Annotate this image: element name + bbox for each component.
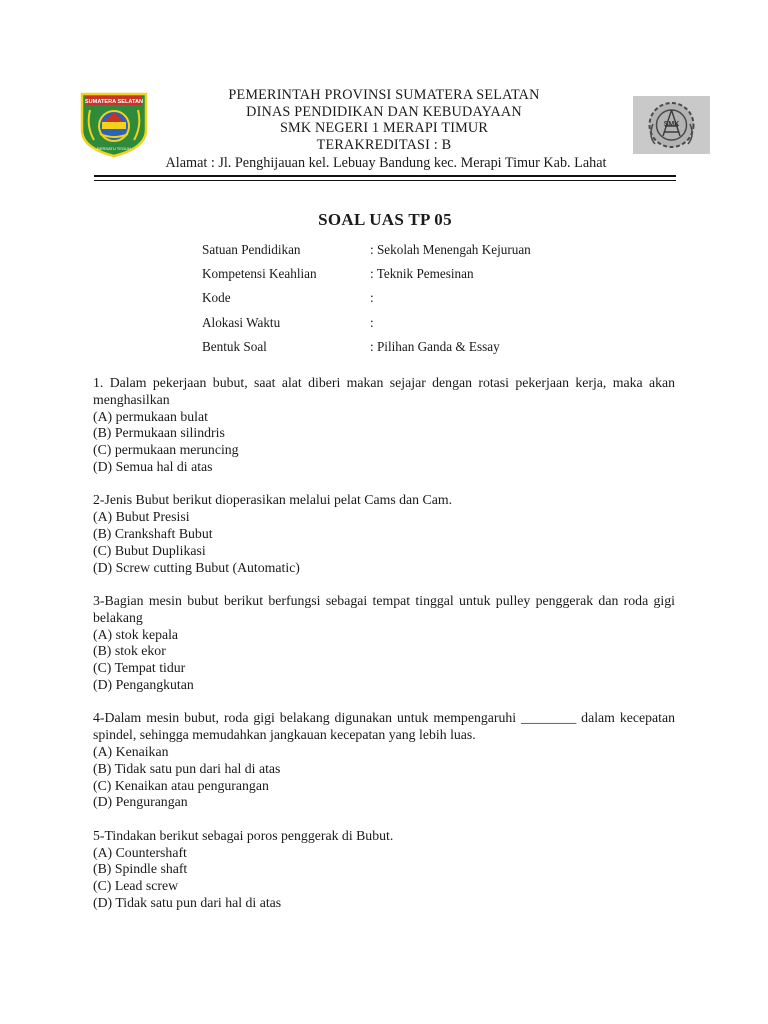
exam-info-row	[202, 262, 622, 286]
exam-info-value: : Pilihan Ganda & Essay	[370, 338, 500, 354]
answer-option: (D) Screw cutting Bubut (Automatic)	[93, 559, 300, 575]
answer-option: (C) Bubut Duplikasi	[93, 542, 206, 558]
smk-logo-text: SMK	[663, 121, 680, 128]
question-text: 1. Dalam pekerjaan bubut, saat alat diberi makan sejajar dengan rotasi pekerjaan kerja, maka akan menghasilkan	[93, 375, 675, 407]
question-1	[93, 375, 675, 476]
header-line-province: PEMERINTAH PROVINSI SUMATERA SELATAN	[228, 87, 540, 103]
answer-option: (D) Tidak satu pun dari hal di atas	[93, 894, 282, 910]
exam-info-value: : Sekolah Menengah Kejuruan	[370, 242, 531, 258]
smk-logo-icon	[633, 96, 710, 154]
answer-option: (A) permukaan bulat	[93, 408, 208, 424]
answer-option: (B) Tidak satu pun dari hal di atas	[93, 760, 281, 776]
exam-info-row	[202, 238, 622, 262]
sumatera-selatan-emblem-icon	[78, 90, 150, 158]
answer-option: (D) Pengangkutan	[93, 676, 194, 692]
exam-info-row	[202, 335, 622, 359]
answer-option: (D) Pengurangan	[93, 794, 188, 810]
answer-option: (C) Lead screw	[93, 878, 179, 894]
answer-option: (B) stok ekor	[93, 643, 166, 659]
school-address: Alamat : Jl. Penghijauan kel. Lebuay Bandung kec. Merapi Timur Kab. Lahat	[165, 155, 607, 171]
question-2	[93, 492, 675, 576]
question-3	[93, 593, 675, 694]
header-line-school: SMK NEGERI 1 MERAPI TIMUR	[279, 120, 489, 136]
header-line-accreditation: TERAKREDITASI : B	[316, 136, 452, 153]
header-line-department: DINAS PENDIDIKAN DAN KEBUDAYAAN	[246, 103, 522, 120]
exam-info-value: : Teknik Pemesinan	[370, 266, 474, 282]
header-divider-thick	[94, 175, 676, 177]
exam-info-label: Alokasi Waktu	[202, 314, 281, 330]
question-text: 5-Tindakan berikut sebagai poros penggerak di Bubut.	[93, 827, 394, 843]
answer-option: (A) stok kepala	[93, 626, 179, 642]
answer-option: (C) Tempat tidur	[93, 660, 186, 676]
exam-info-row	[202, 311, 622, 335]
exam-info-value: :	[370, 290, 374, 306]
emblem-top-text: SUMATERA SELATAN	[84, 99, 144, 105]
exam-title: SOAL UAS TP 05	[318, 210, 452, 229]
header-divider-thin	[94, 180, 676, 181]
question-4	[93, 710, 675, 811]
exam-info-label: Satuan Pendidikan	[202, 242, 301, 258]
answer-option: (A) Bubut Presisi	[93, 509, 190, 525]
answer-option: (A) Countershaft	[93, 844, 187, 860]
emblem-bottom-text: BERSATU TEGUH	[97, 146, 131, 151]
question-text: 2-Jenis Bubut berikut dioperasikan melalui pelat Cams dan Cam.	[93, 492, 453, 508]
answer-option: (A) Kenaikan	[93, 743, 169, 759]
answer-option: (C) permukaan meruncing	[93, 442, 239, 458]
question-text: 3-Bagian mesin bubut berikut berfungsi sebagai tempat tinggal untuk pulley penggerak dan roda gigi belakang	[93, 592, 675, 625]
exam-info-label: Kompetensi Keahlian	[202, 266, 317, 282]
answer-option: (C) Kenaikan atau pengurangan	[93, 777, 269, 793]
question-list	[93, 375, 675, 928]
institution-header	[160, 87, 608, 153]
answer-option: (B) Permukaan silindris	[93, 425, 225, 441]
exam-info-label: Kode	[202, 290, 231, 306]
exam-info-table	[202, 238, 622, 359]
answer-option: (B) Crankshaft Bubut	[93, 525, 213, 541]
exam-info-row	[202, 286, 622, 310]
exam-info-value: :	[370, 314, 374, 330]
question-5	[93, 828, 675, 912]
question-text: 4-Dalam mesin bubut, roda gigi belakang digunakan untuk mempengaruhi ________ dalam kecepatan spindel, sehingga memudahkan jangkauan kecepatan yang lebih luas.	[93, 710, 675, 743]
exam-info-label: Bentuk Soal	[202, 338, 267, 354]
answer-option: (D) Semua hal di atas	[93, 458, 213, 474]
answer-option: (B) Spindle shaft	[93, 861, 188, 877]
